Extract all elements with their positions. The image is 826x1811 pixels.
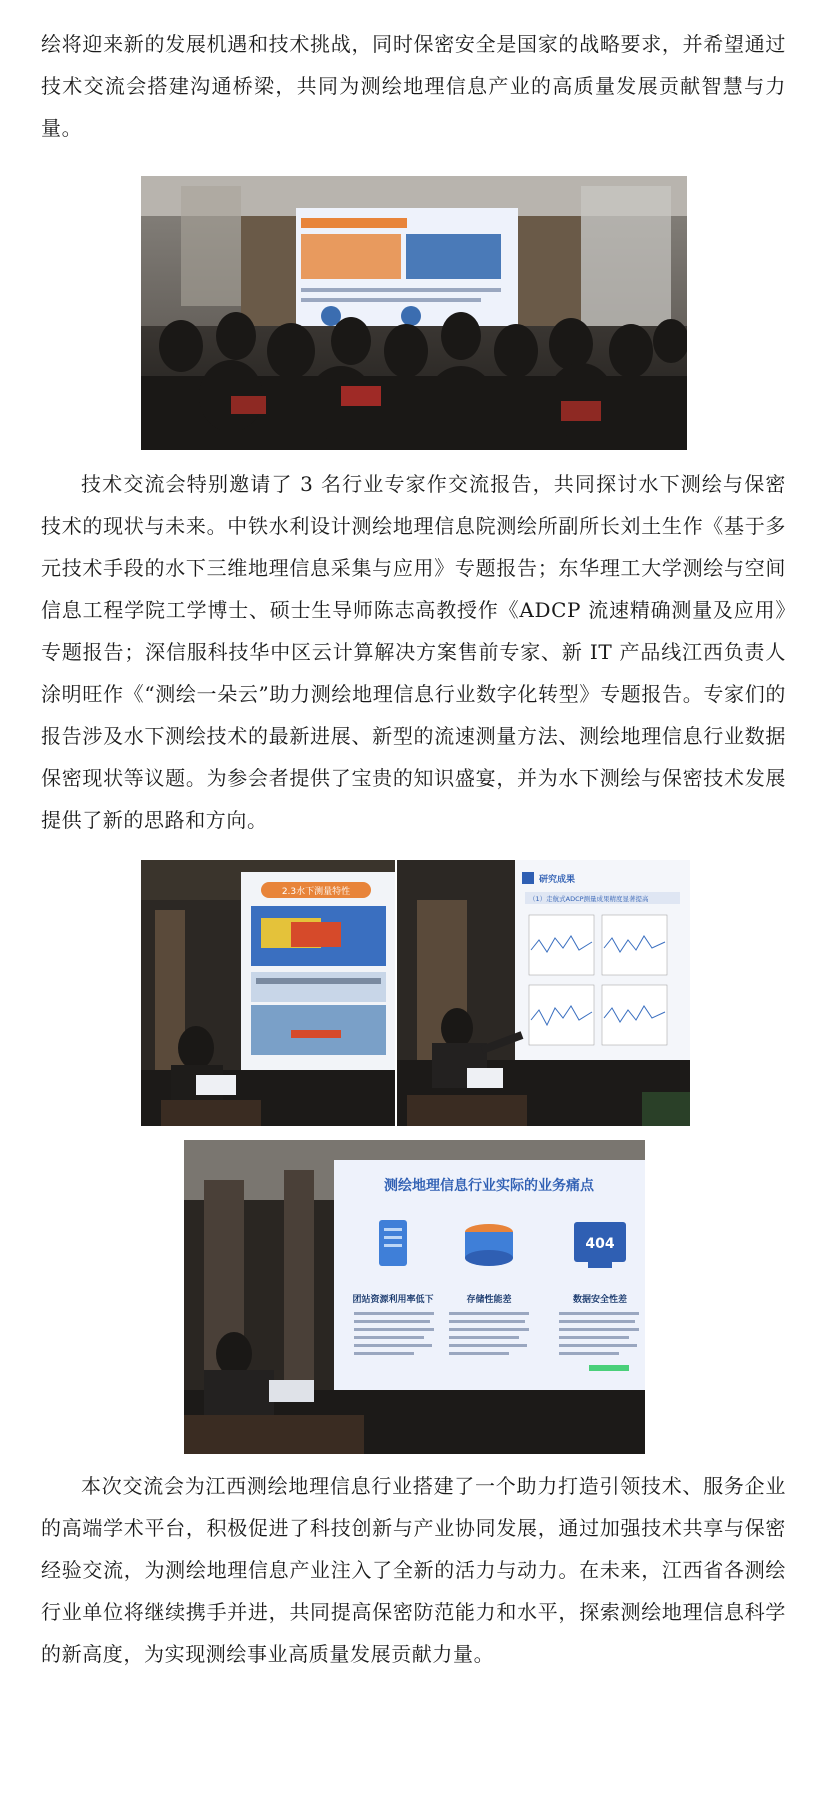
paragraph-conclusion: 本次交流会为江西测绘地理信息行业搭建了一个助力打造引领技术、服务企业的高端学术平台，积极促进了科技创新与产业协同发展，通过加强技术共享与保密经验交流，为测绘地理信息产业注入了全新的活力与动力。在未来，江西省各测绘行业单位将继续携手并进，共同提高保密防范能力和水平，探索测绘地理信息科学的新高度，为实现测绘事业高质量发展贡献力量。 [41,1474,786,1666]
photo-speaker-business-pain-points [184,1140,645,1454]
slide-banner [301,218,407,228]
slide-error-code: 404 [585,1236,615,1252]
photo-speaker-adcp-results [397,860,690,1126]
slide-col1-heading: 团站资源利用率低下 [352,1295,434,1305]
slide-right-subtitle: （1）走航式ADCP测量成果精度显著提高 [529,895,649,903]
server-icon [379,1220,407,1266]
slide-col3-heading: 数据安全性差 [572,1295,628,1305]
slide-bottom-title: 测绘地理信息行业实际的业务痛点 [384,1178,594,1194]
slide-col2-heading: 存储性能差 [466,1295,512,1305]
photo-speaker-underwater-survey [141,860,395,1126]
photo-conference-audience [141,176,687,450]
slide-left-title: 2.3水下测量特性 [281,887,351,897]
paragraph-experts: 技术交流会特别邀请了 3 名行业专家作交流报告，共同探讨水下测绘与保密技术的现状与未来。中铁水利设计测绘地理信息院测绘所副所长刘土生作《基于多元技术手段的水下三维地理信息采集与应用》专题报告；东华理工大学测绘与空间信息工程学院工学博士、硕士生导师陈志高教授作《ADCP 流速精确测量及应用》专题报告；深信服科技华中区云计算解决方案售前专家、新 IT 产品线江西负责人涂明旺作《“测绘一朵云”助力测绘地理信息行业数字化转型》专题报告。专家们的报告涉及水下测绘技术的最新进展、新型的流速测量方法、测绘地理信息行业数据保密现状等议题。为参会者提供了宝贵的知识盛宴，并为水下测绘与保密技术发展提供了新的思路和方向。 [41,472,786,832]
slide-right-title: 研究成果 [539,875,576,885]
paragraph-intro-continued: 绘将迎来新的发展机遇和技术挑战，同时保密安全是国家的战略要求，并希望通过技术交流会搭建沟通桥梁，共同为测绘地理信息产业的高质量发展贡献智慧与力量。 [41,32,786,140]
